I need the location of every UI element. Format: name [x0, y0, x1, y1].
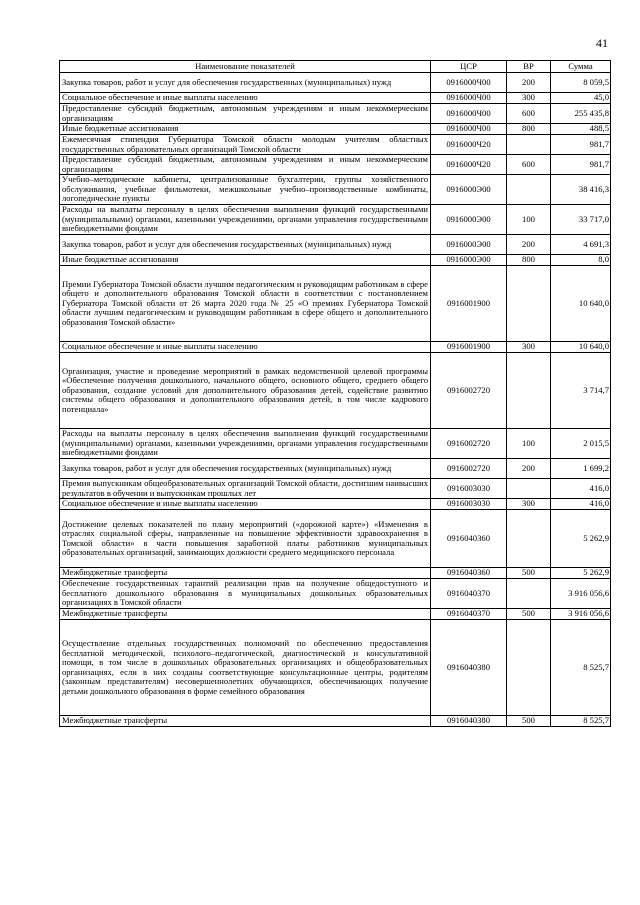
cell-vr: [507, 510, 551, 568]
cell-sum: 3 916 056,6: [551, 609, 611, 620]
cell-name: Иные бюджетные ассигнования: [60, 255, 431, 266]
cell-name: Межбюджетные трансферты: [60, 716, 431, 727]
cell-name: Учебно–методические кабинеты, централизованные бухгалтерии, группы хозяйственного обслуживания, учебные фильмотеки, межшкольные учебно–производственные комбинаты, логопедические пункты: [60, 175, 431, 205]
table-row: [60, 266, 611, 342]
cell-sum: 33 717,0: [551, 205, 611, 235]
cell-csr: 0916000Ч20: [431, 155, 507, 175]
table-row: [60, 429, 611, 459]
cell-csr: 0916000Э00: [431, 235, 507, 255]
cell-sum: 488,5: [551, 124, 611, 135]
table-row: [60, 124, 611, 135]
header-vr: ВР: [507, 61, 551, 73]
cell-vr: 300: [507, 499, 551, 510]
cell-vr: [507, 620, 551, 716]
table-row: [60, 620, 611, 716]
header-name: Наименование показателей: [60, 61, 431, 73]
cell-vr: 100: [507, 205, 551, 235]
cell-vr: [507, 579, 551, 609]
cell-name: Организация, участие и проведение мероприятий в рамках ведомственной целевой программы «Обеспечение получения дошкольного, начального общего, основного общего, среднего общего образования, создание условий для дополнительного образования детей, содействие развитию системы общего образования и дополнительного образования детей, в том числе кадрового потенциала»: [60, 353, 431, 429]
table-row: [60, 579, 611, 609]
cell-sum: 981,7: [551, 155, 611, 175]
cell-name: Обеспечение государственных гарантий реализации прав на получение общедоступного и бесплатного дошкольного образования в муниципальных дошкольных образовательных организациях в Томской области: [60, 579, 431, 609]
cell-csr: 0916003030: [431, 479, 507, 499]
cell-csr: 0916002720: [431, 429, 507, 459]
table-row: [60, 93, 611, 104]
cell-csr: 0916000Э00: [431, 205, 507, 235]
cell-name: Межбюджетные трансферты: [60, 568, 431, 579]
cell-csr: 0916040360: [431, 568, 507, 579]
cell-csr: 0916040370: [431, 579, 507, 609]
cell-vr: [507, 135, 551, 155]
budget-table: [59, 60, 611, 727]
cell-name: Премии Губернатора Томской области лучшим педагогическим и руководящим работникам в сфере общего и дополнительного образования Томской области в соответствии с постановлением Губернатора Томской области от 26 марта 2020 года № 25 «О премиях Губернатора Томской области лучшим педагогическим и руководящим работникам в сфере общего и дополнительного образования Томской области»: [60, 266, 431, 342]
cell-name: Предоставление субсидий бюджетным, автономным учреждениям и иным некоммерческим организациям: [60, 104, 431, 124]
cell-sum: 38 416,3: [551, 175, 611, 205]
cell-sum: 8 059,5: [551, 73, 611, 93]
table-row: [60, 255, 611, 266]
cell-vr: 100: [507, 429, 551, 459]
cell-sum: 3 714,7: [551, 353, 611, 429]
header-sum: Сумма: [551, 61, 611, 73]
cell-sum: 981,7: [551, 135, 611, 155]
cell-csr: 0916003030: [431, 499, 507, 510]
cell-sum: 255 435,8: [551, 104, 611, 124]
table-row: [60, 104, 611, 124]
cell-csr: 0916000Ч20: [431, 135, 507, 155]
cell-sum: 416,0: [551, 499, 611, 510]
cell-vr: 500: [507, 609, 551, 620]
table-row: [60, 459, 611, 479]
cell-csr: 0916001900: [431, 266, 507, 342]
cell-vr: 600: [507, 155, 551, 175]
cell-vr: 800: [507, 124, 551, 135]
cell-vr: [507, 266, 551, 342]
cell-name: Премия выпускникам общеобразовательных организаций Томской области, достигшим наивысших результатов в обучении и выпускникам прошлых лет: [60, 479, 431, 499]
cell-csr: 0916040360: [431, 510, 507, 568]
cell-name: Социальное обеспечение и иные выплаты населению: [60, 499, 431, 510]
cell-name: Социальное обеспечение и иные выплаты населению: [60, 93, 431, 104]
cell-csr: 0916040370: [431, 609, 507, 620]
table-row: [60, 716, 611, 727]
cell-sum: 10 640,0: [551, 342, 611, 353]
cell-csr: 0916000Ч00: [431, 93, 507, 104]
cell-vr: [507, 175, 551, 205]
cell-vr: 800: [507, 255, 551, 266]
cell-sum: 45,0: [551, 93, 611, 104]
table-row: [60, 568, 611, 579]
cell-sum: 1 699,2: [551, 459, 611, 479]
cell-csr: 0916001900: [431, 342, 507, 353]
cell-sum: 416,0: [551, 479, 611, 499]
cell-vr: [507, 479, 551, 499]
cell-csr: 0916002720: [431, 353, 507, 429]
cell-csr: 0916040380: [431, 620, 507, 716]
cell-name: Расходы на выплаты персоналу в целях обеспечения выполнения функций государственными (муниципальными) органами, казенными учреждениями, органами управления государственными внебюджетными фондами: [60, 205, 431, 235]
header-csr: ЦСР: [431, 61, 507, 73]
cell-csr: 0916000Э00: [431, 255, 507, 266]
cell-name: Закупка товаров, работ и услуг для обеспечения государственных (муниципальных) нужд: [60, 459, 431, 479]
page-number: 41: [596, 36, 608, 50]
table-row: [60, 175, 611, 205]
table-row: [60, 235, 611, 255]
cell-vr: 600: [507, 104, 551, 124]
cell-name: Закупка товаров, работ и услуг для обеспечения государственных (муниципальных) нужд: [60, 235, 431, 255]
cell-sum: 8 525,7: [551, 620, 611, 716]
cell-name: Ежемесячная стипендия Губернатора Томской области молодым учителям областных государственных образовательных организаций Томской области: [60, 135, 431, 155]
cell-csr: 0916000Ч00: [431, 124, 507, 135]
table-header-row: [60, 61, 611, 73]
cell-vr: [507, 353, 551, 429]
cell-sum: 3 916 056,6: [551, 579, 611, 609]
table-row: [60, 73, 611, 93]
cell-csr: 0916000Ч00: [431, 73, 507, 93]
cell-sum: 2 015,5: [551, 429, 611, 459]
cell-name: Иные бюджетные ассигнования: [60, 124, 431, 135]
cell-name: Закупка товаров, работ и услуг для обеспечения государственных (муниципальных) нужд: [60, 73, 431, 93]
cell-csr: 0916000Э00: [431, 175, 507, 205]
cell-name: Осуществление отдельных государственных полномочий по обеспечению предоставления бесплатной методической, психолого–педагогической, диагностической и консультативной помощи, в том числе в дошкольных образовательных организациях и общеобразовательных организациях, если в них созданы соответствующие консультационные центры, родителям (законным представителям) несовершеннолетних обучающихся, обеспечивающих получение детьми дошкольного образования в форме семейного образования: [60, 620, 431, 716]
cell-csr: 0916000Ч00: [431, 104, 507, 124]
cell-vr: 200: [507, 235, 551, 255]
cell-sum: 5 262,9: [551, 510, 611, 568]
cell-csr: 0916040380: [431, 716, 507, 727]
cell-name: Достижение целевых показателей по плану мероприятий («дорожной карте») «Изменения в отраслях социальной сферы, направленные на повышение эффективности здравоохранения в Томской области» в части повышения заработной платы работников муниципальных образовательных организаций, занимающих должности среднего медицинского персонала: [60, 510, 431, 568]
cell-sum: 8 525,7: [551, 716, 611, 727]
cell-vr: 300: [507, 342, 551, 353]
cell-sum: 5 262,9: [551, 568, 611, 579]
cell-sum: 4 691,3: [551, 235, 611, 255]
cell-name: Предоставление субсидий бюджетным, автономным учреждениям и иным некоммерческим организациям: [60, 155, 431, 175]
cell-vr: 200: [507, 459, 551, 479]
table-row: [60, 499, 611, 510]
table-row: [60, 205, 611, 235]
table-row: [60, 353, 611, 429]
cell-name: Социальное обеспечение и иные выплаты населению: [60, 342, 431, 353]
cell-name: Межбюджетные трансферты: [60, 609, 431, 620]
cell-vr: 500: [507, 568, 551, 579]
cell-name: Расходы на выплаты персоналу в целях обеспечения выполнения функций государственными (муниципальными) органами, казенными учреждениями, органами управления государственными внебюджетными фондами: [60, 429, 431, 459]
table-row: [60, 155, 611, 175]
table-row: [60, 479, 611, 499]
table-body: [60, 73, 611, 727]
table-row: [60, 135, 611, 155]
table-row: [60, 609, 611, 620]
table-row: [60, 342, 611, 353]
cell-vr: 500: [507, 716, 551, 727]
cell-vr: 200: [507, 73, 551, 93]
table-row: [60, 510, 611, 568]
cell-vr: 300: [507, 93, 551, 104]
cell-sum: 10 640,0: [551, 266, 611, 342]
cell-sum: 8,0: [551, 255, 611, 266]
cell-csr: 0916002720: [431, 459, 507, 479]
